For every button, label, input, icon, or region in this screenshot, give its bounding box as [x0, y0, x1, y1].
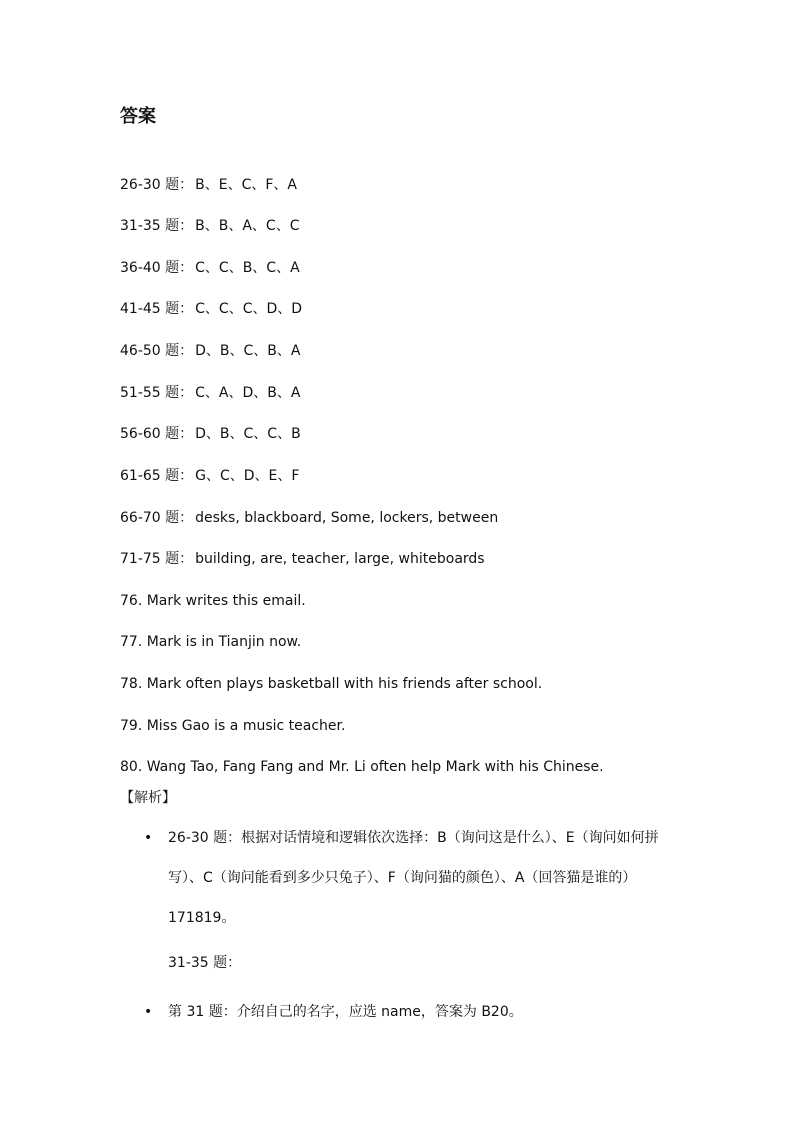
answer-line — [120, 216, 299, 236]
answer-values: desks, blackboard, Some, lockers, between — [195, 510, 499, 526]
answer-line — [120, 757, 604, 777]
answer-line — [120, 299, 302, 319]
answer-heading: 答案 — [120, 106, 156, 127]
bullet-icon: • — [144, 830, 153, 846]
analysis-item: 第 31 题：介绍自己的名字，应选 name，答案为 B20。 — [168, 1004, 523, 1020]
answer-range: 31-35 题： — [120, 218, 194, 234]
answer-values: C、C、C、D、D — [195, 301, 303, 317]
analysis-item: 26-30 题：根据对话情境和逻辑依次选择：B（询问这是什么）、E（询问如何拼写）、C（询问能看到多少只兔子）、F（询问猫的颜色）、A（回答猫是谁的）171819。 — [168, 830, 659, 926]
answer-line — [120, 549, 485, 569]
answer-line — [120, 632, 301, 652]
answer-line — [120, 341, 300, 361]
answer-range: 26-30 题： — [120, 177, 194, 193]
answer-range: 41-45 题： — [120, 301, 194, 317]
answer-sentence: 77. Mark is in Tianjin now. — [120, 634, 302, 650]
analysis-subheading: 31-35 题： — [168, 955, 242, 971]
answer-line — [120, 466, 299, 486]
answer-values: G、C、D、E、F — [195, 468, 300, 484]
answer-line — [120, 674, 542, 694]
analysis-heading: 【解析】 — [120, 790, 176, 806]
answer-range: 36-40 题： — [120, 260, 194, 276]
answer-line — [120, 508, 498, 528]
answer-line — [120, 716, 345, 736]
bullet-icon: • — [144, 1004, 153, 1020]
answer-sentence: 80. Wang Tao, Fang Fang and Mr. Li often help Mark with his Chinese. — [120, 759, 604, 775]
answer-range: 46-50 题： — [120, 343, 194, 359]
answer-values: D、B、C、C、B — [195, 426, 301, 442]
answer-range: 66-70 题： — [120, 510, 194, 526]
answer-sentence: 76. Mark writes this email. — [120, 593, 306, 609]
answer-line — [120, 258, 300, 278]
answer-values: C、A、D、B、A — [195, 385, 301, 401]
answer-range: 51-55 题： — [120, 385, 194, 401]
answer-line — [120, 383, 300, 403]
answer-line — [120, 424, 301, 444]
answer-values: B、E、C、F、A — [195, 177, 297, 193]
answer-values: building, are, teacher, large, whiteboards — [195, 551, 485, 567]
answer-values: D、B、C、B、A — [195, 343, 301, 359]
answer-range: 56-60 题： — [120, 426, 194, 442]
answer-range: 61-65 题： — [120, 468, 194, 484]
answer-line — [120, 175, 297, 195]
answer-values: C、C、B、C、A — [195, 260, 300, 276]
answer-line — [120, 591, 306, 611]
answer-values: B、B、A、C、C — [195, 218, 300, 234]
answer-sentence: 78. Mark often plays basketball with his friends after school. — [120, 676, 543, 692]
answer-sentence: 79. Miss Gao is a music teacher. — [120, 718, 346, 734]
answer-range: 71-75 题： — [120, 551, 194, 567]
